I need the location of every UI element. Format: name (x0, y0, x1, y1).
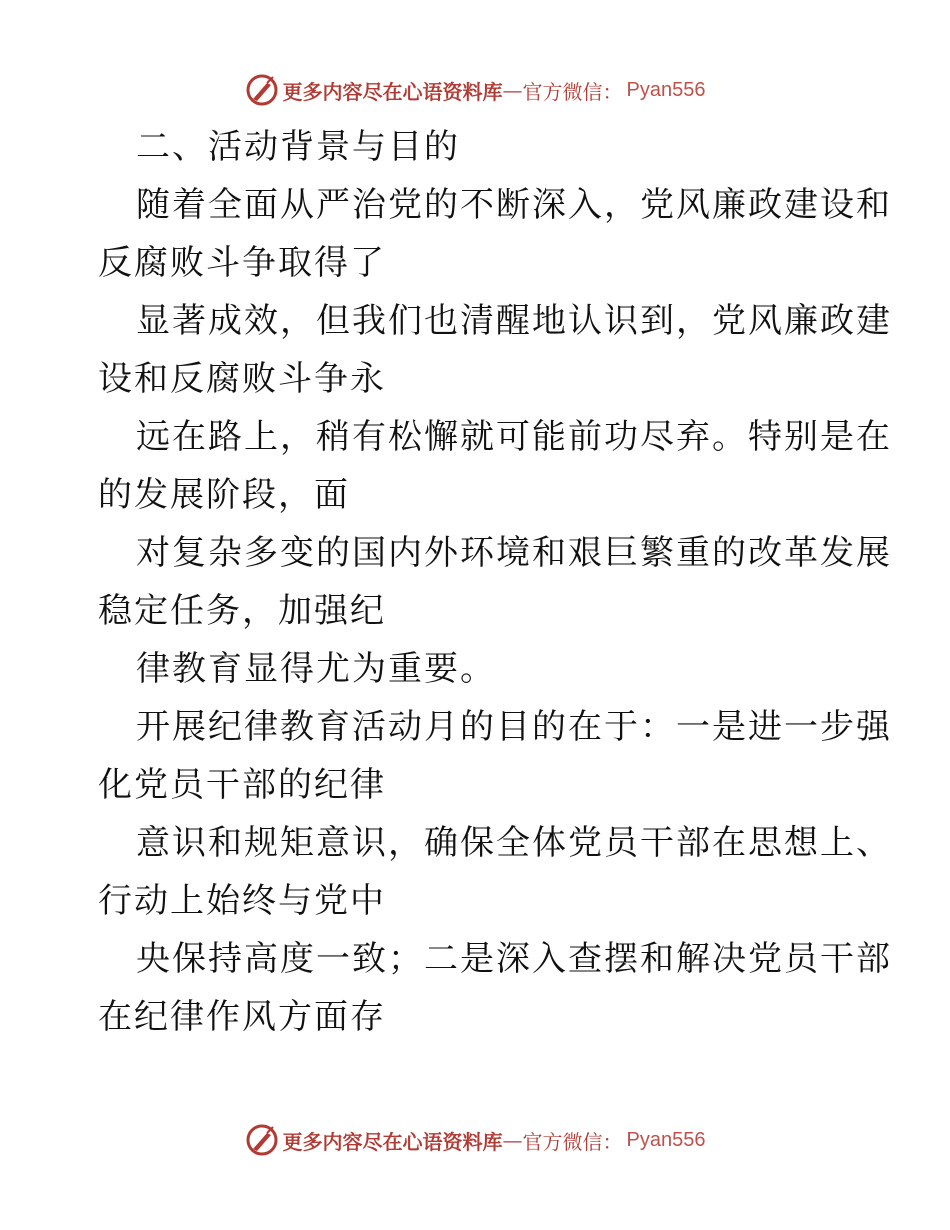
text-line: 稳定任务，加强纪 (98, 591, 386, 631)
text-line: 反腐败斗争取得了 (98, 243, 386, 283)
watermark-separator: — (502, 1128, 523, 1152)
watermark-site-text: 更多内容尽在心语资料库 (282, 79, 503, 104)
text-line: 对复杂多变的国内外环境和艰巨繁重的改革发展 (136, 533, 892, 573)
text-line: 设和反腐败斗争永 (98, 359, 386, 399)
document-body (98, 118, 892, 1046)
text-line: 开展纪律教育活动月的目的在于：一是进一步强 (136, 707, 892, 747)
text-line: 在纪律作风方面存 (98, 997, 386, 1037)
text-line: 化党员干部的纪律 (98, 765, 386, 805)
watermark-wechat-id: Pyan556 (626, 1128, 706, 1151)
header-watermark (0, 70, 950, 110)
watermark-wechat-id: Pyan556 (626, 78, 706, 101)
text-line: 律教育显得尤为重要。 (136, 649, 496, 689)
section-heading: 二、活动背景与目的 (136, 127, 460, 167)
text-line: 的发展阶段，面 (98, 475, 350, 515)
watermark-label: 官方微信： (522, 79, 623, 104)
watermark-separator: — (502, 78, 523, 102)
text-line: 央保持高度一致；二是深入查摆和解决党员干部 (136, 939, 892, 979)
text-line: 显著成效，但我们也清醒地认识到，党风廉政建 (136, 301, 892, 341)
watermark-site-text: 更多内容尽在心语资料库 (282, 1129, 503, 1154)
text-line: 远在路上，稍有松懈就可能前功尽弃。特别是在 (136, 417, 892, 457)
text-line: 随着全面从严治党的不断深入，党风廉政建设和 (136, 185, 892, 225)
text-line: 意识和规矩意识，确保全体党员干部在思想上、 (136, 823, 892, 863)
quill-logo-icon (245, 73, 279, 107)
quill-logo-icon (245, 1123, 279, 1157)
text-line: 行动上始终与党中 (98, 881, 386, 921)
watermark-label: 官方微信： (522, 1129, 623, 1154)
footer-watermark (0, 1120, 950, 1160)
